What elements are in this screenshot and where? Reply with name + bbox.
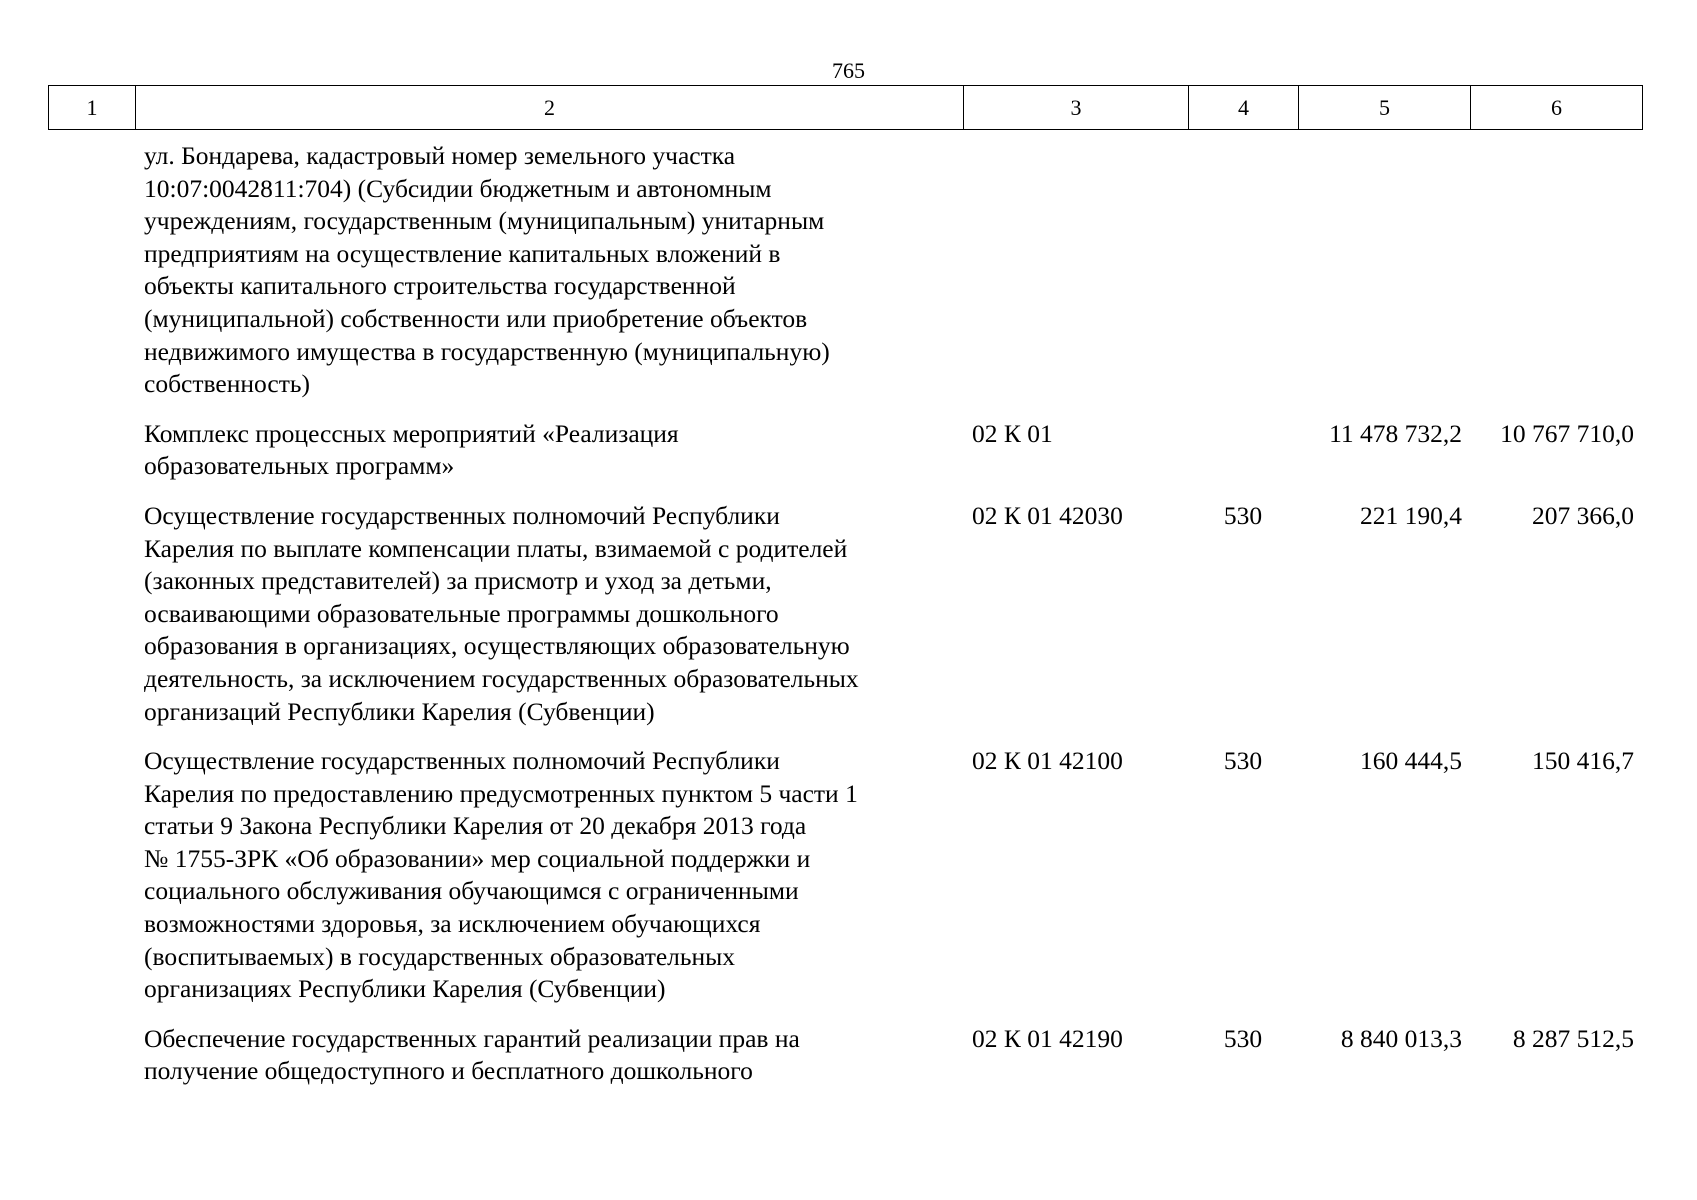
description-line: образования в организациях, осуществляющих образовательную <box>144 631 850 661</box>
description-line: социального обслуживания обучающимся с ограниченными <box>144 876 799 906</box>
description-line: недвижимого имущества в государственную (муниципальную) <box>144 336 830 366</box>
description-line: № 1755-ЗРК «Об образовании» мер социальной поддержки и <box>144 843 811 873</box>
cell-sum-1: 8 840 013,3 <box>1340 1023 1462 1053</box>
column-header-3: 3 <box>964 86 1189 130</box>
column-header-row <box>49 86 1643 130</box>
column-header-table <box>48 85 1643 130</box>
cell-description <box>135 745 963 1006</box>
cell-code: 02 К 01 42030 <box>972 500 1123 530</box>
description-line: предприятиям на осуществление капитальных вложений в <box>144 238 781 268</box>
table-row <box>48 418 1642 483</box>
cell-code: 02 К 01 <box>972 418 1053 448</box>
cell-number <box>48 140 135 401</box>
description-line: 10:07:0042811:704) (Субсидии бюджетным и автономным <box>144 173 772 203</box>
cell-sum-2: 10 767 710,0 <box>1500 418 1634 448</box>
cell-sum-2: 207 366,0 <box>1532 500 1634 530</box>
cell-number <box>48 1023 135 1088</box>
cell-number <box>48 500 135 728</box>
description-line: (законных представителей) за присмотр и уход за детьми, <box>144 566 772 596</box>
cell-sum-2: 150 416,7 <box>1532 746 1634 776</box>
table-row <box>48 500 1642 728</box>
description-line: возможностями здоровья, за исключением обучающихся <box>144 909 761 939</box>
cell-code: 02 К 01 42100 <box>972 746 1123 776</box>
description-line: образовательных программ» <box>144 451 455 481</box>
cell-description <box>135 140 963 401</box>
cell-description <box>135 500 963 728</box>
description-line: Осуществление государственных полномочий Республики <box>144 746 780 776</box>
column-header-4: 4 <box>1189 86 1299 130</box>
column-header-1: 1 <box>49 86 136 130</box>
description-line: статьи 9 Закона Республики Карелия от 20 декабря 2013 года <box>144 811 807 841</box>
description-line: Осуществление государственных полномочий Республики <box>144 500 780 530</box>
table-row <box>48 745 1642 1006</box>
description-line: получение общедоступного и бесплатного дошкольного <box>144 1056 753 1086</box>
cell-sum-2: 8 287 512,5 <box>1512 1023 1634 1053</box>
cell-type <box>1188 418 1298 483</box>
description-line: Комплекс процессных мероприятий «Реализация <box>144 418 679 448</box>
table-body <box>48 140 1642 1088</box>
cell-sum-1: 160 444,5 <box>1360 746 1462 776</box>
cell-number <box>48 745 135 1006</box>
description-line: Карелия по выплате компенсации платы, взимаемой с родителей <box>144 533 848 563</box>
cell-description <box>135 1023 963 1088</box>
cell-sum-1: 221 190,4 <box>1360 500 1462 530</box>
column-header-5: 5 <box>1299 86 1471 130</box>
table-row <box>48 1023 1642 1088</box>
description-line: собственность) <box>144 369 310 399</box>
description-line: организациях Республики Карелия (Субвенции) <box>144 974 666 1004</box>
cell-description <box>135 418 963 483</box>
page-number: 765 <box>832 58 865 83</box>
cell-type: 530 <box>1223 746 1263 776</box>
description-line: осваивающими образовательные программы дошкольного <box>144 598 779 628</box>
description-line: Обеспечение государственных гарантий реализации прав на <box>144 1023 800 1053</box>
cell-sum-1 <box>1298 140 1470 401</box>
description-line: (муниципальной) собственности или приобретение объектов <box>144 303 808 333</box>
cell-type: 530 <box>1223 500 1263 530</box>
cell-number <box>48 418 135 483</box>
description-line: ул. Бондарева, кадастровый номер земельного участка <box>144 141 736 170</box>
description-line: объекты капитального строительства государственной <box>144 271 736 301</box>
cell-type: 530 <box>1223 1023 1263 1053</box>
cell-sum-2 <box>1470 140 1642 401</box>
cell-code: 02 К 01 42190 <box>972 1023 1123 1053</box>
cell-code <box>963 140 1188 401</box>
description-line: организаций Республики Карелия (Субвенции) <box>144 696 655 726</box>
cell-sum-1: 11 478 732,2 <box>1329 418 1462 448</box>
description-line: Карелия по предоставлению предусмотренных пунктом 5 части 1 <box>144 778 858 808</box>
table-row <box>48 140 1642 401</box>
column-header-2: 2 <box>136 86 964 130</box>
cell-type <box>1188 140 1298 401</box>
description-line: (воспитываемых) в государственных образовательных <box>144 941 736 971</box>
description-line: деятельность, за исключением государственных образовательных <box>144 663 859 693</box>
column-header-6: 6 <box>1471 86 1643 130</box>
description-line: учреждениям, государственным (муниципальным) унитарным <box>144 206 825 236</box>
